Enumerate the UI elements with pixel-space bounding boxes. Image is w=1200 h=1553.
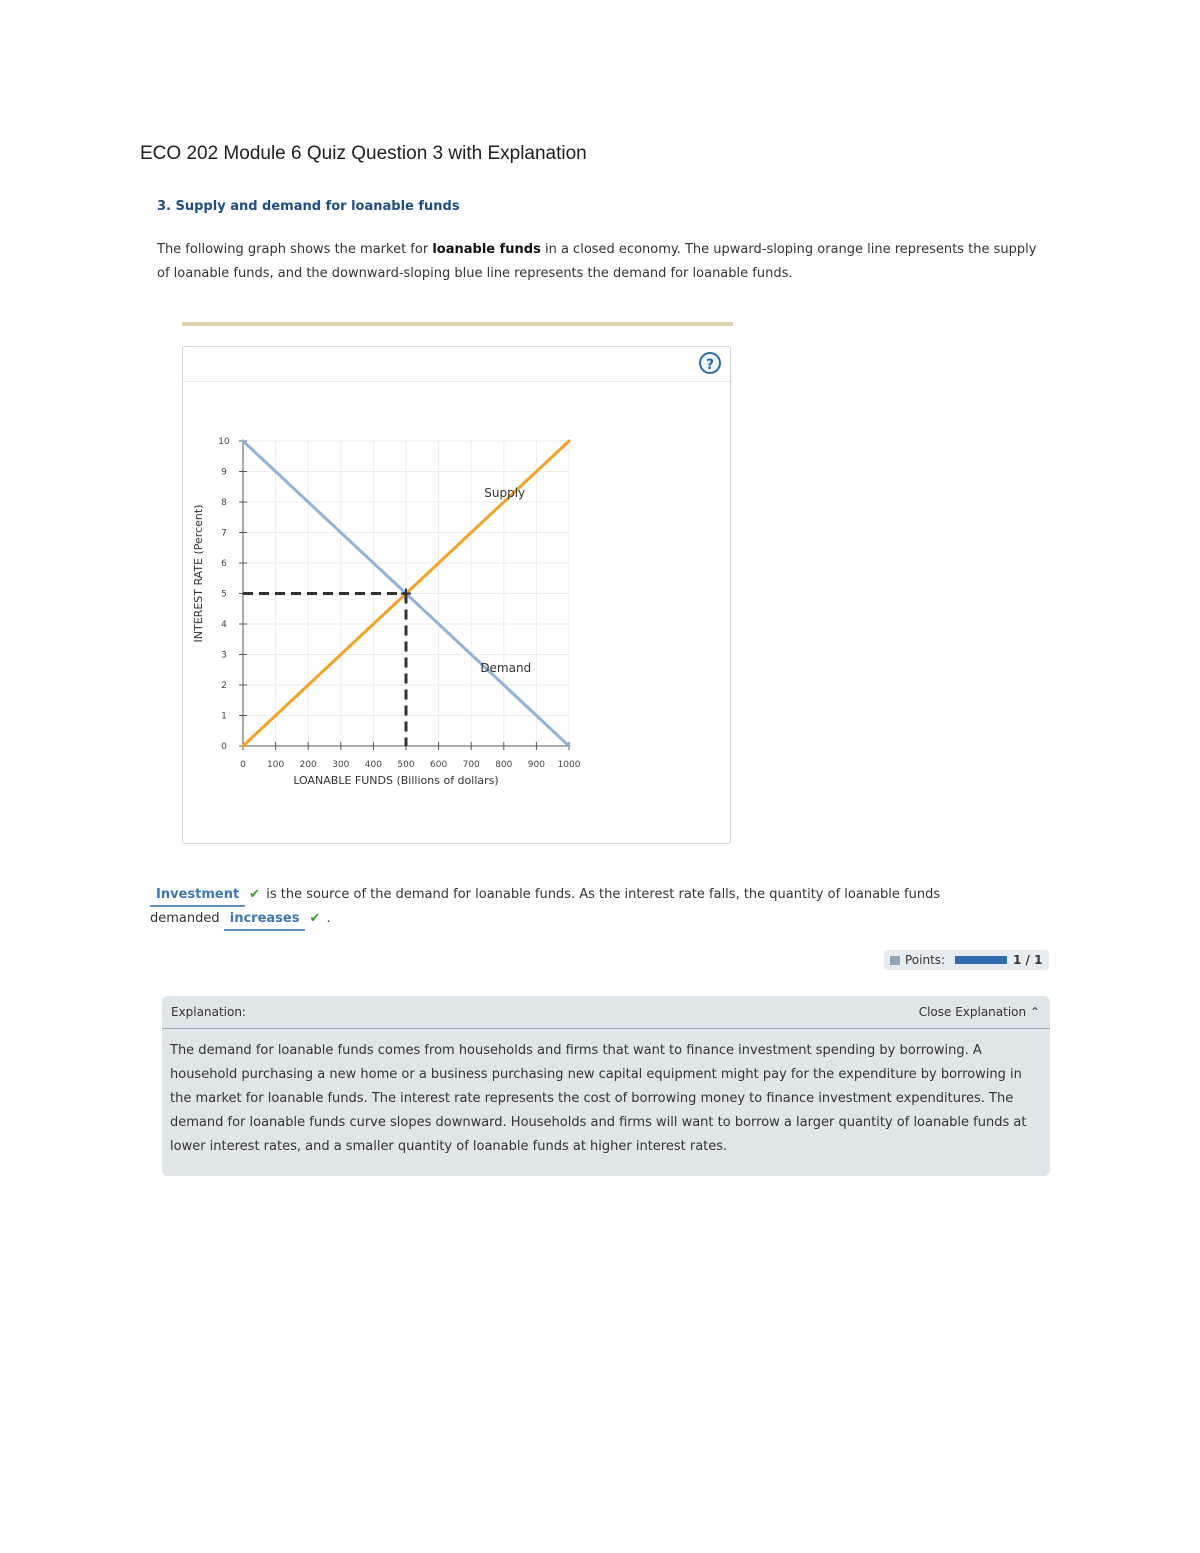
close-explanation-button[interactable]: Close Explanation ⌃ <box>918 1005 1040 1019</box>
points-progress-bar <box>955 956 1007 964</box>
check-icon: ✔ <box>309 911 321 926</box>
y-tick-label: 1 <box>221 711 227 722</box>
loanable-funds-chart <box>182 380 731 800</box>
x-tick-label: 600 <box>430 760 448 770</box>
explanation-label: Explanation: <box>171 1005 246 1019</box>
x-tick-label: 300 <box>332 760 350 770</box>
x-tick-label: 500 <box>397 760 415 770</box>
y-tick-label: 3 <box>221 650 227 661</box>
answer-text-1: is the source of the demand for loanable funds. As the interest rate falls, the quantity of loanable funds <box>266 887 941 902</box>
answer-sentence-1 <box>150 885 1050 907</box>
x-tick-label: 800 <box>495 760 513 770</box>
question-intro <box>157 238 1047 286</box>
intro-bold-term: loanable funds <box>432 242 541 257</box>
x-tick-label: 400 <box>364 760 382 770</box>
answer-sentence-2 <box>150 909 1050 931</box>
supply-label: Supply <box>484 485 526 500</box>
y-tick-label: 6 <box>221 559 227 569</box>
answer-blank-increases[interactable]: increases <box>224 909 306 931</box>
intro-text-1: The following graph shows the market for <box>157 242 433 257</box>
answer-text-2: demanded <box>150 911 220 926</box>
check-icon: ✔ <box>249 887 261 902</box>
answer-blank-investment[interactable]: Investment <box>150 885 245 907</box>
explanation-body: The demand for loanable funds comes from households and firms that want to finance investment spending by borrowing. A household purchasing a new home or a business purchasing new capital equipment might pay for the expenditure by borrowing in the market for loanable funds. The interest rate represents the cost of borrowing money to finance investment expenditures. The demand for loanable funds curve slopes downward. Households and firms will want to borrow a larger quantity of loanable funds at lower interest rates, and a smaller quantity of loanable funds at higher interest rates. <box>170 1043 1027 1154</box>
y-axis-label: INTEREST RATE (Percent) <box>192 504 205 643</box>
x-tick-label: 1000 <box>557 760 581 770</box>
label-layer <box>480 486 531 675</box>
explanation-panel <box>162 996 1050 1176</box>
x-tick-label: 0 <box>240 760 246 770</box>
y-tick-label: 8 <box>221 498 227 508</box>
answer-end-punctuation: . <box>326 911 331 926</box>
x-tick-label: 100 <box>267 760 285 770</box>
y-tick-label: 2 <box>221 681 227 691</box>
document-title: ECO 202 Module 6 Quiz Question 3 with Explanation <box>140 143 587 164</box>
intro-text-2: in a closed economy. The upward-sloping orange line represents the supply of loanable funds, and the downward-sloping blue line represents the demand for loanable funds. <box>157 242 1037 281</box>
graph-top-divider <box>182 322 733 326</box>
question-heading: 3. Supply and demand for loanable funds <box>157 199 460 214</box>
demand-label: Demand <box>480 661 532 676</box>
points-value: 1 / 1 <box>1013 953 1043 967</box>
points-label: Points: <box>905 953 946 967</box>
y-tick-label: 5 <box>221 589 227 600</box>
x-tick-label: 200 <box>299 760 317 770</box>
x-tick-label: 900 <box>527 760 545 770</box>
y-tick-label: 10 <box>218 437 230 447</box>
help-icon[interactable]: ? <box>699 352 721 374</box>
x-axis-label: LOANABLE FUNDS (Billions of dollars) <box>293 774 499 787</box>
graph-toolbar <box>183 347 730 382</box>
flag-icon <box>890 956 900 965</box>
points-indicator <box>884 950 1049 970</box>
y-tick-label: 4 <box>221 620 227 630</box>
x-tick-label: 700 <box>462 760 480 770</box>
y-tick-label: 7 <box>221 528 227 539</box>
y-tick-label: 0 <box>221 742 227 752</box>
explanation-header <box>162 996 1050 1029</box>
y-tick-label: 9 <box>221 467 227 478</box>
